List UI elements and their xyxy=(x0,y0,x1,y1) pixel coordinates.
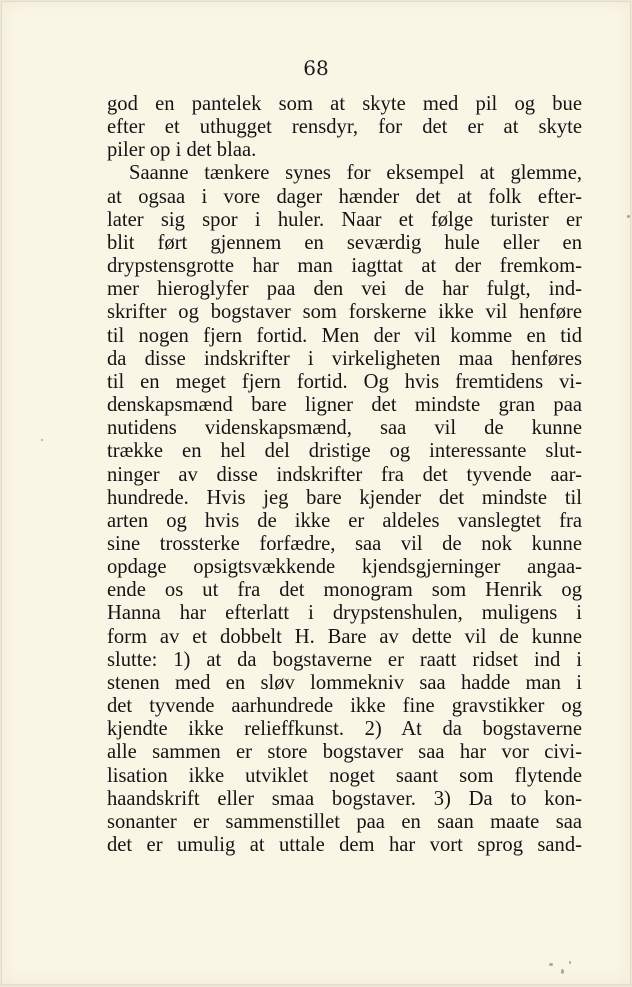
text-line: sonanter er sammenstillet paa en saan maate saa xyxy=(107,810,582,833)
text-line: nutidens videnskapsmænd, saa vil de kunne xyxy=(107,417,582,440)
text-line: ende os ut fra det monogram som Henrik og xyxy=(107,579,582,602)
text-line: slutte: 1) at da bogstaverne er raatt ridset ind i xyxy=(107,648,582,671)
body-text xyxy=(107,93,582,857)
text-line: hundrede. Hvis jeg bare kjender det mindste til xyxy=(107,486,582,509)
text-line: til en meget fjern fortid. Og hvis fremtidens vi- xyxy=(107,370,582,393)
text-line: trække en hel del dristige og interessante slut- xyxy=(107,440,582,463)
text-line: later sig spor i huler. Naar et følge turister er xyxy=(107,208,582,231)
text-line: ninger av disse indskrifter fra det tyvende aar- xyxy=(107,463,582,486)
text-line: drypstensgrotte har man iagttat at der fremkom- xyxy=(107,255,582,278)
text-line: da disse indskrifter i virkeligheten maa henføres xyxy=(107,347,582,370)
text-line: lisation ikke utviklet noget saant som flytende xyxy=(107,764,582,787)
paper-speck xyxy=(549,963,553,966)
text-line: stenen med en sløv lommekniv saa hadde man i xyxy=(107,671,582,694)
text-line: sine trossterke forfædre, saa vil de nok kunne xyxy=(107,532,582,555)
text-line: blit ført gjennem en seværdig hule eller en xyxy=(107,231,582,254)
page-number: 68 xyxy=(303,56,329,80)
text-line: Saanne tænkere synes for eksempel at glemme, xyxy=(129,162,582,185)
text-line: form av et dobbelt H. Bare av dette vil de kunne xyxy=(107,625,582,648)
text-line: denskapsmænd bare ligner det mindste gran paa xyxy=(107,394,582,417)
text-line: haandskrift eller smaa bogstaver. 3) Da to kon- xyxy=(107,787,582,810)
paper-speck xyxy=(569,961,571,964)
paper-speck xyxy=(627,215,630,218)
text-line: at ogsaa i vore dager hænder det at folk efter- xyxy=(107,185,582,208)
text-line: opdage opsigtsvækkende kjendsgjerninger angaa- xyxy=(107,556,582,579)
text-line: skrifter og bogstaver som forskerne ikke vil henføre xyxy=(107,301,582,324)
text-line: alle sammen er store bogstaver saa har vor civi- xyxy=(107,741,582,764)
text-line: det tyvende aarhundrede ikke fine gravstikker og xyxy=(107,695,582,718)
text-line: god en pantelek som at skyte med pil og bue xyxy=(107,93,582,115)
text-line: Hanna har efterlatt i drypstenshulen, muligens i xyxy=(107,602,582,625)
text-line: kjendte ikke relieffkunst. 2) At da bogstaverne xyxy=(107,718,582,741)
book-page xyxy=(1,1,631,985)
paper-speck xyxy=(561,969,564,974)
text-line: piler op i det blaa. xyxy=(107,139,257,162)
paper-speck xyxy=(41,439,43,441)
text-line: til nogen fjern fortid. Men der vil komme en tid xyxy=(107,324,582,347)
text-line: efter et uthugget rensdyr, for det er at skyte xyxy=(107,116,582,139)
text-line: arten og hvis de ikke er aldeles vanslegtet fra xyxy=(107,509,582,532)
text-line: mer hieroglyfer paa den vei de har fulgt, ind- xyxy=(107,278,582,301)
text-line: det er umulig at uttale dem har vort sprog sand- xyxy=(107,834,582,856)
